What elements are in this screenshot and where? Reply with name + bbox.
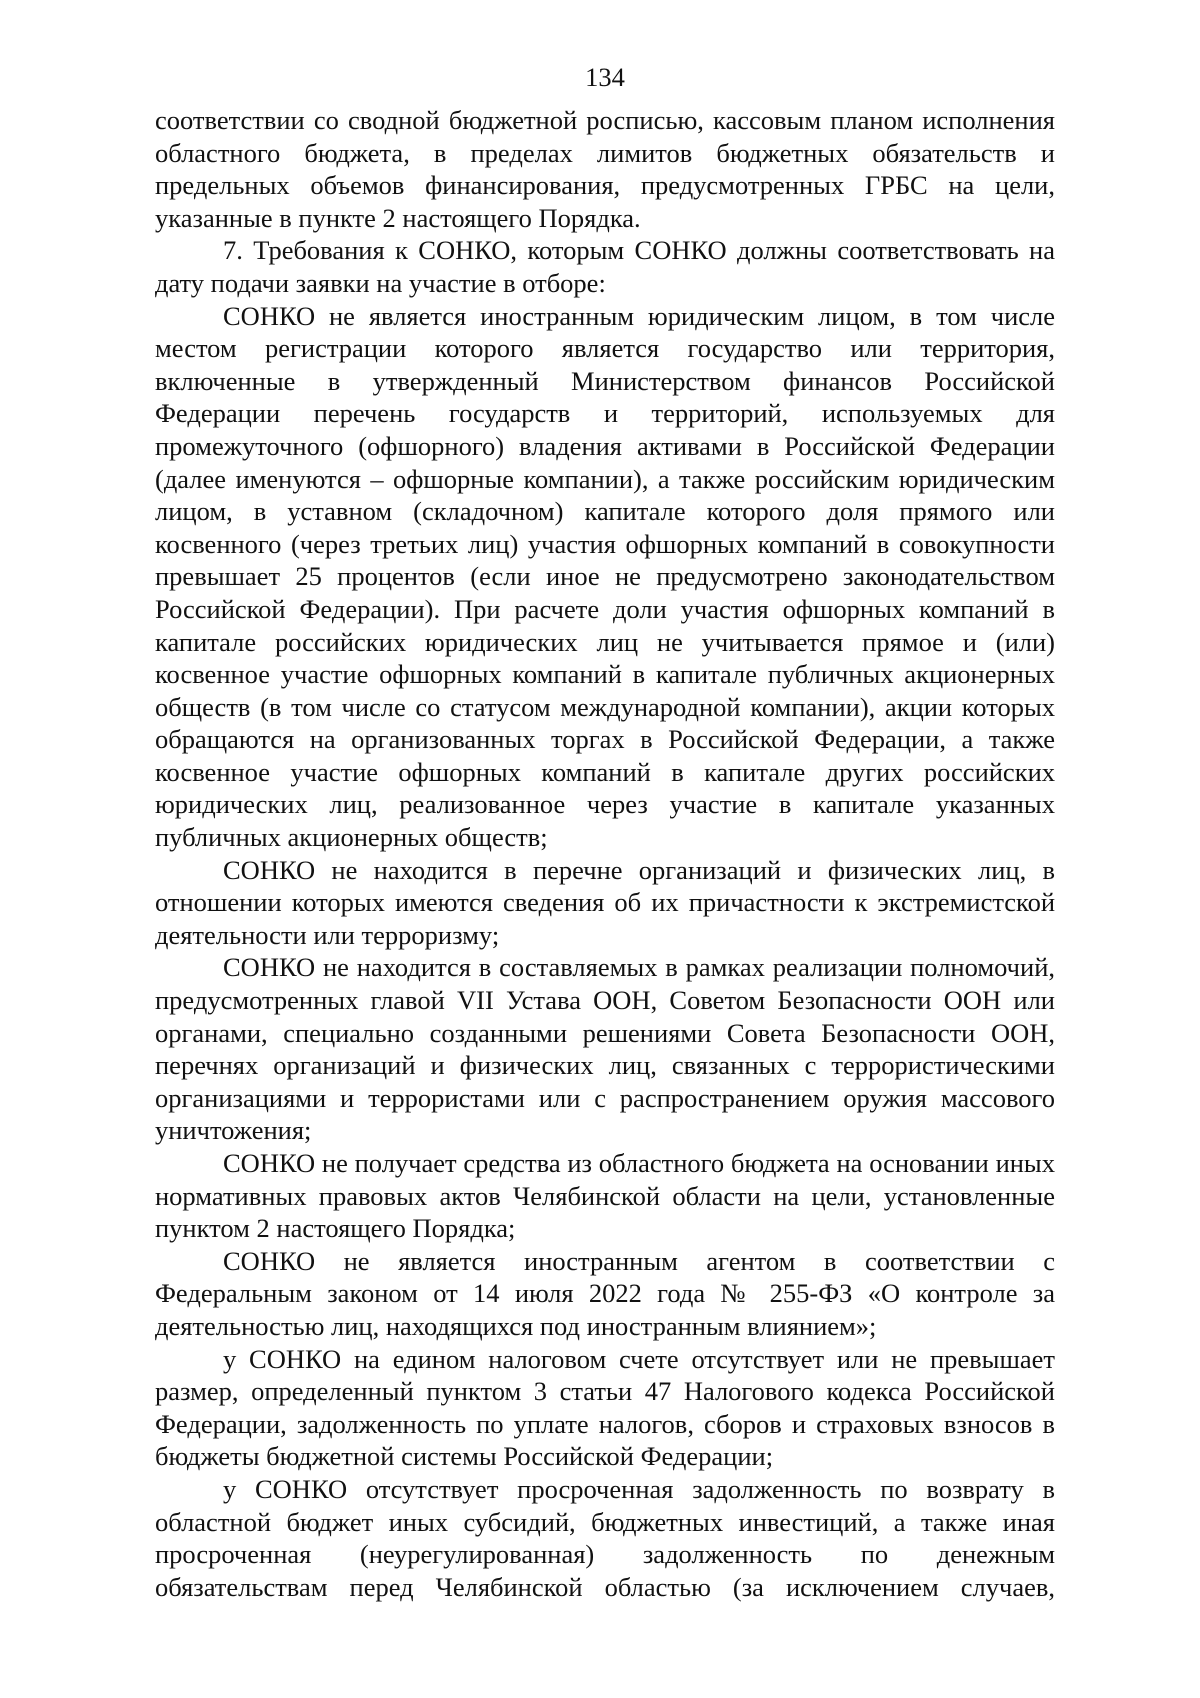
paragraph-offshore-requirement: СОНКО не является иностранным юридическим лицом, в том числе местом регистрации которого является государство или территория, включенные в утвержденный Министерством финансов Российской Федерации перечень государств и территорий, используемых для промежуточного (офшорного) владения активами в Российской Федерации (далее именуются – офшорные компании), а также российским юридическим лицом, в уставном (складочном) капитале которого доля прямого или косвенного (через третьих лиц) участия офшорных компаний в совокупности превышает 25 процентов (если иное не предусмотрено законодательством Российской Федерации). При расчете доли участия офшорных компаний в капитале российских юридических лиц не учитывается прямое и (или) косвенное участие офшорных компаний в капитале публичных акционерных обществ (в том числе со статусом международной компании), акции которых обращаются на организованных торгах в Российской Федерации, а также косвенное участие офшорных компаний в капитале других российских юридических лиц, реализованное через участие в капитале указанных публичных акционерных обществ; — [155, 300, 1055, 853]
paragraph-continuation: соответствии со сводной бюджетной росписью, кассовым планом исполнения областного бюджета, в пределах лимитов бюджетных обязательств и предельных объемов финансирования, предусмотренных ГРБС на цели, указанные в пункте 2 настоящего Порядка. — [155, 105, 1055, 233]
paragraph-extremism-requirement: СОНКО не находится в перечне организаций и физических лиц, в отношении которых имеются сведения об их причастности к экстремистской деятельности или терроризму; — [155, 854, 1055, 950]
paragraph-tax-debt-requirement: у СОНКО на едином налоговом счете отсутствует или не превышает размер, определенный пунктом 3 статьи 47 Налогового кодекса Российской Федерации, задолженность по уплате налогов, сборов и страховых взносов в бюджеты бюджетной системы Российской Федерации; — [155, 1343, 1055, 1472]
paragraph-no-other-funding-requirement: СОНКО не получает средства из областного бюджета на основании иных нормативных правовых актов Челябинской области на цели, установленные пунктом 2 настоящего Порядка; — [155, 1148, 1055, 1244]
paragraph-un-sanctions-requirement: СОНКО не находится в составляемых в рамках реализации полномочий, предусмотренных главой VII Устава ООН, Советом Безопасности ООН или органами, специально созданными решениями Совета Безопасности ООН, перечнях организаций и физических лиц, связанных с террористическими организациями и террористами или с распространением оружия массового уничтожения; — [155, 952, 1055, 1146]
document-page — [155, 62, 1055, 1603]
paragraph-item-7: 7. Требования к СОНКО, которым СОНКО должны соответствовать на дату подачи заявки на участие в отборе: — [155, 235, 1055, 298]
paragraph-foreign-agent-requirement: СОНКО не является иностранным агентом в соответствии с Федеральным законом от 14 июля 2022 года № 255-ФЗ «О контроле за деятельностью лиц, находящихся под иностранным влиянием»; — [155, 1245, 1055, 1341]
page-number: 134 — [585, 62, 625, 92]
paragraph-overdue-debt-requirement: у СОНКО отсутствует просроченная задолженность по возврату в областной бюджет иных субсидий, бюджетных инвестиций, а также иная просроченная (неурегулированная) задолженность по денежным обязательствам перед Челябинской областью (за исключением случаев, — [155, 1473, 1055, 1602]
